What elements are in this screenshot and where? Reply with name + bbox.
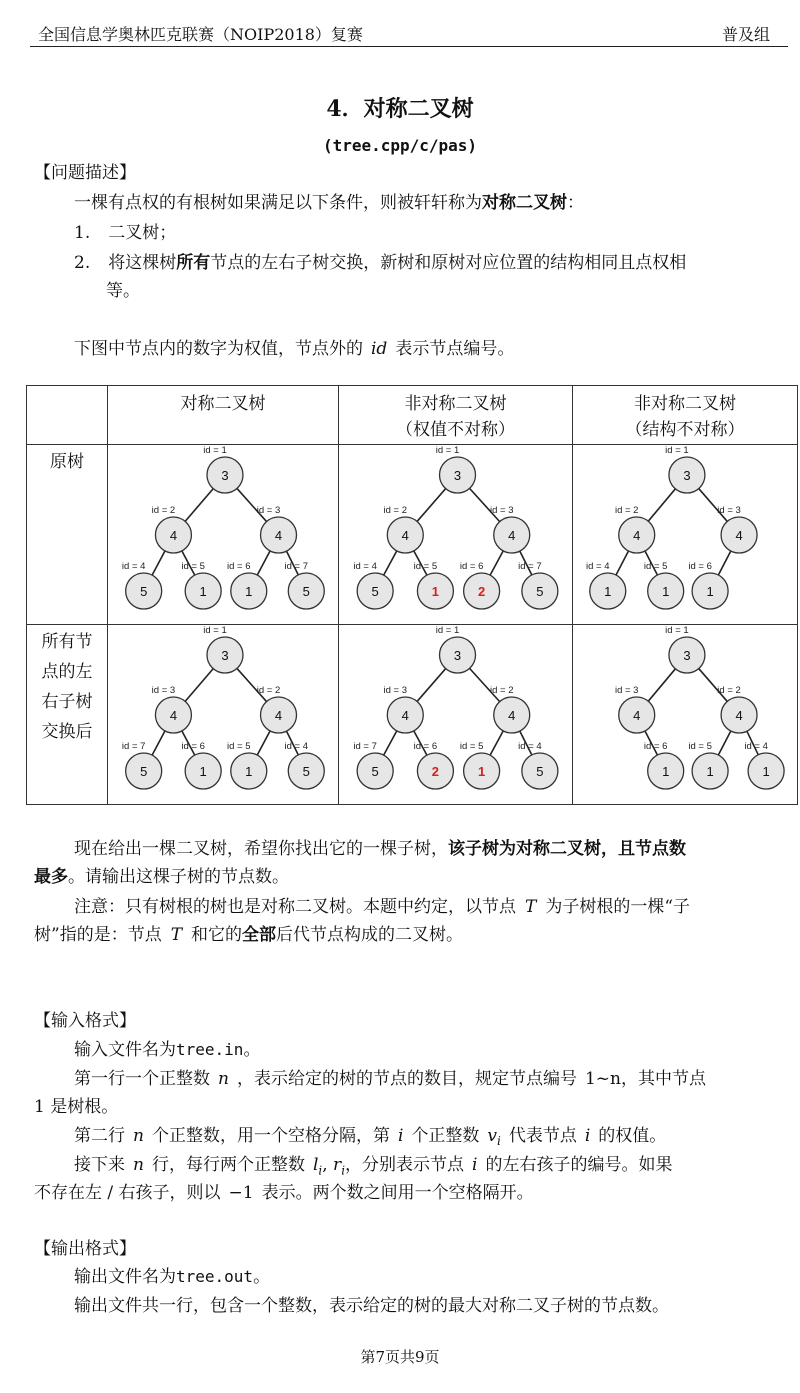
tree-node-id: id = 6 (181, 741, 205, 752)
tree-node-id: id = 2 (717, 685, 741, 696)
tree-node-id: id = 7 (353, 741, 377, 752)
tree-node (152, 685, 192, 733)
tree-node-value: 3 (221, 648, 229, 663)
tree-edge (384, 551, 397, 575)
tree-node-id: id = 3 (489, 505, 514, 516)
tree-node-value: 4 (508, 528, 516, 543)
col-header-weight: 非对称二叉树 （权值不对称） (396, 394, 515, 440)
tree-node (203, 445, 243, 493)
tree-node-value: 4 (735, 528, 743, 543)
page-number: 第7页共9页 (360, 1348, 440, 1366)
body-paragraph-2-cont: 树”指的是：节点 T 和它的全部后代节点构成的二叉树。 (34, 925, 464, 945)
tree-edge (417, 489, 446, 522)
tree-node-id: id = 6 (459, 561, 484, 572)
tree-node-value: 4 (401, 528, 409, 543)
tree-node (518, 561, 558, 609)
tree-node-id: id = 2 (151, 505, 176, 516)
body-paragraph-1: 现在给出一棵二叉树，希望你找出它的一棵子树，该子树为对称二叉树，且节点数 (74, 839, 686, 859)
tree-node-id: id = 2 (489, 685, 514, 696)
tree-edge (257, 551, 270, 575)
tree-node-value: 3 (683, 648, 691, 663)
tree-node-id: id = 3 (614, 685, 639, 696)
tree-node-value: 5 (371, 764, 379, 779)
tree-node-id: id = 6 (643, 741, 668, 752)
tree-node-id: id = 5 (688, 741, 712, 752)
tree-node-value: 4 (401, 708, 409, 723)
tree-node-value: 4 (633, 708, 641, 723)
tree-node-value: 5 (371, 584, 379, 599)
output-heading: 【输出格式】 (34, 1239, 136, 1259)
tree-node-id: id = 7 (121, 741, 146, 752)
tree-node-value: 3 (453, 648, 462, 663)
row-header-original: 原树 (50, 452, 84, 472)
tree-symmetric-swapped (108, 625, 338, 804)
tree-edge (257, 731, 270, 755)
output-line-1: 输出文件名为tree.out。 (74, 1267, 271, 1287)
tree-node-id: id = 6 (688, 561, 712, 572)
tree-node-id: id = 1 (203, 625, 227, 636)
tree-node-id: id = 4 (586, 561, 610, 572)
tree-node (717, 685, 757, 733)
problem-heading: 【问题描述】 (34, 163, 136, 183)
tree-node (665, 445, 705, 493)
tree-node-value: 5 (140, 584, 148, 599)
tree-node (257, 685, 297, 733)
header-divider (30, 46, 788, 47)
tree-structure-asym-original (573, 445, 797, 624)
tree-node-id: id = 1 (665, 445, 689, 456)
col-header-symmetric: 对称二叉树 (180, 394, 266, 414)
tree-node-id: id = 3 (256, 505, 281, 516)
tree-edge (490, 551, 503, 575)
tree-node (152, 505, 192, 553)
tree-node-value: 4 (274, 708, 283, 723)
tree-edge (384, 731, 397, 755)
tree-node-id: id = 3 (151, 685, 176, 696)
tree-node (181, 561, 221, 609)
col-header-structure: 非对称二叉树 （结构不对称） (625, 394, 745, 440)
tree-node (644, 561, 684, 609)
tree-edge (417, 669, 446, 702)
tree-node (414, 741, 454, 789)
tree-node-value: 4 (508, 708, 516, 723)
tree-node-value: 5 (140, 764, 148, 779)
tree-node-value: 2 (431, 764, 440, 779)
tree-edge (152, 551, 165, 575)
tree-weight-asym-original (339, 445, 572, 624)
tree-node (384, 505, 424, 553)
tree-node-value: 1 (662, 764, 670, 779)
tree-node-value: 1 (245, 764, 253, 779)
tree-node-value: 3 (221, 468, 229, 483)
tree-node-value: 2 (477, 584, 486, 599)
tree-node (203, 625, 243, 673)
tree-node-id: id = 1 (435, 625, 460, 636)
tree-node (285, 741, 325, 789)
tree-node-id: id = 1 (203, 445, 227, 456)
tree-weight-asym-swapped (339, 625, 572, 804)
tree-node-id: id = 3 (383, 685, 408, 696)
tree-node-id: id = 7 (284, 561, 309, 572)
figure-caption: 下图中节点内的数字为权值，节点外的 id 表示节点编号。 (74, 339, 515, 359)
tree-node (257, 505, 297, 553)
tree-node-value: 3 (453, 468, 462, 483)
tree-node-value: 1 (662, 584, 670, 599)
header-group: 普及组 (721, 25, 770, 44)
problem-title: 4．对称二叉树 (326, 96, 474, 122)
condition-2: 2. 将这棵树所有节点的左右子树交换，新树和原树对应位置的结构相同且点权相 (74, 253, 687, 273)
tree-node-value: 5 (302, 764, 310, 779)
tree-node-value: 4 (735, 708, 743, 723)
tree-node (615, 685, 655, 733)
tree-node-id: id = 6 (227, 561, 251, 572)
body-paragraph-1-cont: 最多。请输出这棵子树的节点数。 (34, 867, 289, 887)
tree-node (285, 561, 325, 609)
input-line-4: 接下来 n 行，每行两个正整数 $l_i$, $r_i$，分别表示节点 i 的左右孩子的编号。如果 (74, 1155, 673, 1178)
tree-edge (185, 669, 213, 702)
tree-node-id: id = 6 (413, 741, 438, 752)
tree-node (615, 505, 655, 553)
tree-node-value: 5 (536, 764, 544, 779)
tree-edge (152, 731, 165, 755)
condition-2-cont: 等。 (106, 281, 140, 301)
tree-edge (718, 731, 730, 755)
input-line-2: 第一行一个正整数 n ，表示给定的树的节点的数目，规定节点编号 1~n，其中节点 (74, 1069, 706, 1089)
tree-node (436, 445, 476, 493)
tree-node-id: id = 1 (435, 445, 460, 456)
input-heading: 【输入格式】 (34, 1011, 136, 1031)
tree-node-value: 1 (706, 584, 714, 599)
header-title: 全国信息学奥林匹克联赛（NOIP2018）复赛 (38, 25, 363, 44)
tree-node (644, 741, 684, 789)
tree-node-value: 1 (431, 584, 440, 599)
tree-node-value: 4 (633, 528, 641, 543)
input-line-4-cont: 不存在左 / 右孩子，则以 −1 表示。两个数之间用一个空格隔开。 (34, 1183, 534, 1203)
tree-node-value: 1 (604, 584, 612, 599)
row-header-swapped: 所有节 点的左 右子树 交换后 (41, 632, 93, 742)
tree-node (717, 505, 757, 553)
input-line-2-cont: 1 是树根。 (34, 1097, 119, 1117)
tree-node (744, 741, 784, 789)
tree-node-value: 1 (199, 764, 207, 779)
tree-symmetric-original (108, 445, 338, 624)
condition-1: 1. 二叉树； (74, 223, 177, 243)
tree-node-id: id = 2 (614, 505, 639, 516)
tree-node (384, 685, 424, 733)
tree-node (436, 625, 476, 673)
tree-node (665, 625, 705, 673)
tree-node-value: 1 (706, 764, 714, 779)
tree-node-value: 1 (199, 584, 207, 599)
tree-node-id: id = 7 (518, 561, 542, 572)
problem-filenames: (tree.cpp/c/pas) (322, 136, 478, 155)
body-paragraph-2: 注意：只有树根的树也是对称二叉树。本题中约定，以节点 T 为子树根的一棵“子 (74, 897, 691, 917)
tree-node-value: 3 (683, 468, 691, 483)
tree-node-id: id = 2 (383, 505, 408, 516)
tree-node-id: id = 5 (643, 561, 668, 572)
tree-edge (185, 489, 213, 522)
tree-edge (718, 551, 730, 575)
output-line-2: 输出文件共一行，包含一个整数，表示给定的树的最大对称二叉子树的节点数。 (74, 1296, 669, 1316)
tree-edge (616, 551, 628, 575)
tree-edge (648, 489, 675, 521)
tree-node-id: id = 5 (459, 741, 484, 752)
tree-node-id: id = 4 (518, 741, 542, 752)
tree-node-value: 5 (302, 584, 310, 599)
tree-node-value: 5 (536, 584, 544, 599)
tree-node-id: id = 3 (717, 505, 741, 516)
tree-node (490, 685, 530, 733)
tree-comparison-table (26, 385, 798, 805)
tree-node (518, 741, 558, 789)
tree-node-id: id = 5 (227, 741, 251, 752)
tree-node-id: id = 4 (353, 561, 377, 572)
tree-node-value: 4 (169, 708, 178, 723)
tree-node-value: 1 (245, 584, 253, 599)
tree-node-value: 4 (274, 528, 283, 543)
tree-node (181, 741, 221, 789)
tree-node-id: id = 4 (121, 561, 146, 572)
tree-node-value: 1 (762, 764, 770, 779)
tree-edge (490, 731, 503, 755)
tree-node (490, 505, 530, 553)
tree-edge (648, 669, 675, 701)
problem-intro: 一棵有点权的有根树如果满足以下条件，则被轩轩称为对称二叉树： (74, 193, 584, 213)
tree-node-value: 1 (477, 764, 486, 779)
tree-node-id: id = 4 (744, 741, 768, 752)
tree-node-id: id = 2 (256, 685, 281, 696)
tree-node-value: 4 (169, 528, 178, 543)
input-line-1: 输入文件名为tree.in。 (74, 1040, 261, 1060)
input-line-3: 第二行 n 个正整数，用一个空格分隔，第 i 个正整数 $v_i$ 代表节点 i 的权值。 (74, 1126, 667, 1149)
tree-node (414, 561, 454, 609)
tree-structure-asym-swapped (573, 625, 797, 804)
tree-node-id: id = 5 (413, 561, 438, 572)
tree-node-id: id = 1 (665, 625, 689, 636)
tree-node-id: id = 4 (284, 741, 309, 752)
tree-node-id: id = 5 (181, 561, 205, 572)
